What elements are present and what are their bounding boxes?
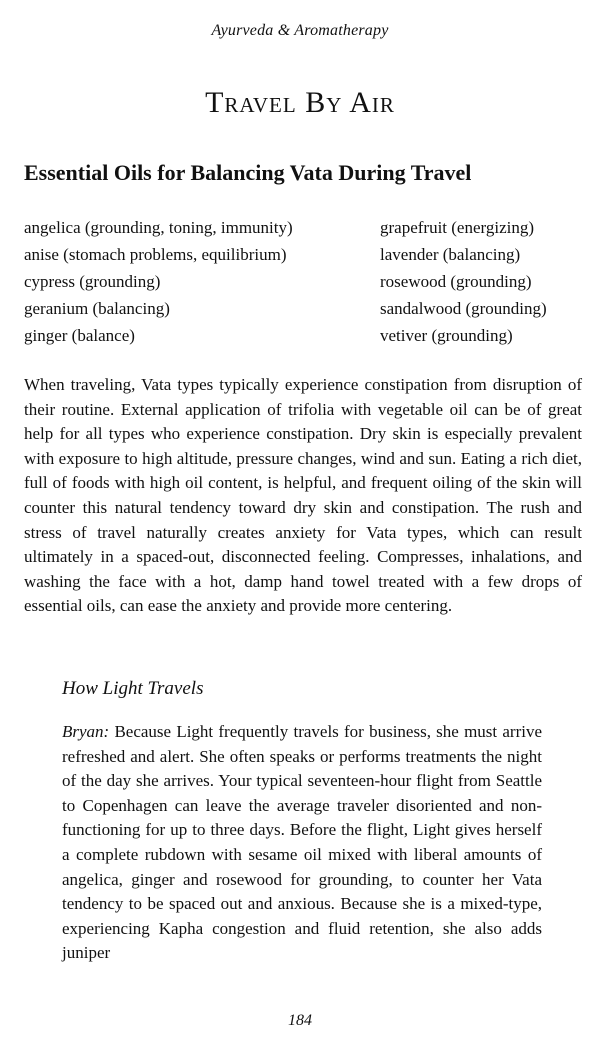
oil-list-left-column: [24, 214, 293, 349]
body-paragraph: When traveling, Vata types typically experience constipation from disruption of their routine. External application of trifolia with vegetable oil can be of great help for all types who experience constipation. Dry skin is especially prevalent with exposure to high altitude, pressure changes, wind and sun. Eating a rich diet, full of foods with high oil content, is helpful, and frequent oiling of the skin will counter this natural tendency toward dry skin and constipation. The rush and stress of travel naturally creates anxiety for Vata types, which can result ultimately in a spaced-out, disconnected feeling. Compresses, inhalations, and washing the face with a hot, damp hand towel treated with a few drops of essential oils, can ease the anxiety and provide more centering.: [24, 375, 582, 616]
list-item: anise (stomach problems, equilibrium): [24, 245, 287, 264]
speaker-label: Bryan:: [62, 722, 110, 741]
chapter-title: Travel By Air: [205, 86, 395, 119]
page-number: 184: [288, 1012, 312, 1029]
list-item: vetiver (grounding): [380, 326, 513, 345]
list-item: lavender (balancing): [380, 245, 521, 264]
section-heading: Essential Oils for Balancing Vata During Travel: [24, 160, 472, 185]
list-item: rosewood (grounding): [380, 272, 532, 291]
story-text: Because Light frequently travels for business, she must arrive refreshed and alert. She often speaks or performs treatments the night of the day she arrives. Your typical seventeen-hour flight from Seattle to Copenhagen can leave the average traveler disoriented and non-functioning for up to three days. Before the flight, Light gives herself a complete rubdown with sesame oil mixed with liberal amounts of angelica, ginger and rosewood for grounding, to counter her Vata tendency to be spaced out and anxious. Because she is a mixed-type, experiencing Kapha congestion and fluid retention, she also adds juniper: [62, 722, 542, 963]
list-item: grapefruit (energizing): [380, 218, 535, 237]
list-item: sandalwood (grounding): [380, 299, 547, 318]
list-item: geranium (balancing): [24, 299, 170, 318]
list-item: angelica (grounding, toning, immunity): [24, 218, 293, 237]
story-paragraph: [62, 720, 542, 966]
oil-list-right-column: [380, 214, 547, 349]
subheading: How Light Travels: [62, 678, 204, 699]
running-head: Ayurveda & Aromatherapy: [211, 22, 389, 39]
list-item: cypress (grounding): [24, 272, 161, 291]
list-item: ginger (balance): [24, 326, 135, 345]
